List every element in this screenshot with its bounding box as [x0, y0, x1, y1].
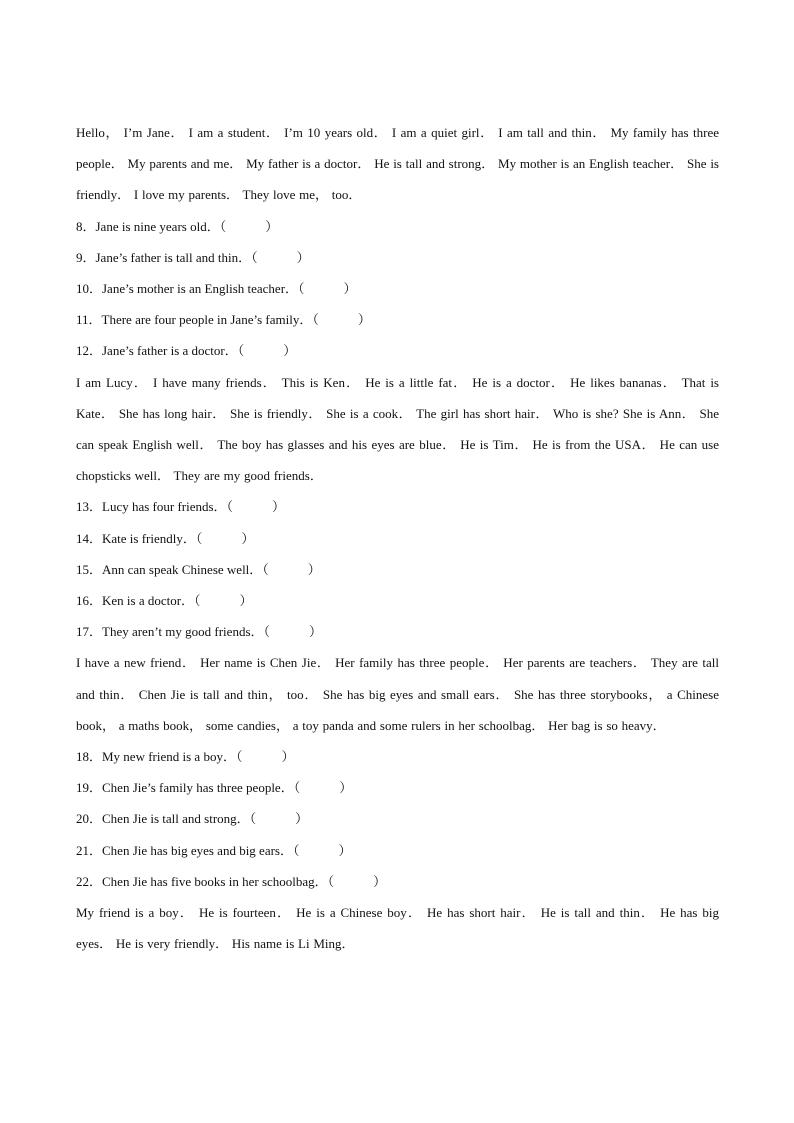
question-list-chen-jie [76, 741, 719, 897]
question-list-lucy [76, 491, 719, 647]
question-item: 22．Chen Jie has five books in her schoolbag．（ ） [76, 873, 387, 889]
question-item: 16．Ken is a doctor．（ ） [76, 593, 253, 609]
question-item: 12．Jane’s father is a doctor．（ ） [76, 343, 297, 359]
question-item: 8．Jane is nine years old．（ ） [76, 218, 279, 234]
question-list-jane [76, 211, 719, 367]
question-item: 11．There are four people in Jane’s family．（ ） [76, 312, 371, 328]
reading-passage-lucy: I am Lucy． I have many friends． This is Ken． He is a little fat． He is a doctor． He likes bananas． That is Kate． She has long hair． She is friendly． She is a cook． The girl has short hair． Who is she? She is Ann． She can speak English well． The boy has glasses and his eyes are blue． He is Tim． He is from the USA． He can use chopsticks well． They are my good friends． [76, 374, 719, 484]
question-item: 21．Chen Jie has big eyes and big ears．（ ） [76, 842, 352, 858]
worksheet-page [76, 117, 719, 959]
question-item: 20．Chen Jie is tall and strong．（ ） [76, 811, 309, 827]
question-item: 10．Jane’s mother is an English teacher．（ ） [76, 281, 357, 297]
question-item: 9．Jane’s father is tall and thin．（ ） [76, 249, 310, 265]
question-item: 17．They aren’t my good friends．（ ） [76, 624, 322, 640]
question-item: 14．Kate is friendly．（ ） [76, 530, 255, 546]
reading-passage-li-ming: My friend is a boy． He is fourteen． He is a Chinese boy． He has short hair． He is tall and thin． He has big eyes． He is very friendly． His name is Li Ming． [76, 905, 719, 952]
question-item: 18．My new friend is a boy．（ ） [76, 749, 295, 765]
question-item: 13．Lucy has four friends．（ ） [76, 499, 286, 515]
reading-passage-chen-jie: I have a new friend． Her name is Chen Jie． Her family has three people． Her parents are teachers． They are tall and thin． Chen Jie is tall and thin， too． She has big eyes and small ears． She has three storybooks， a Chinese book， a maths book， some candies， a toy panda and some rulers in her schoolbag． Her bag is so heavy． [76, 655, 719, 733]
question-item: 15．Ann can speak Chinese well．（ ） [76, 561, 321, 577]
question-item: 19．Chen Jie’s family has three people．（ ） [76, 780, 353, 796]
reading-passage-jane: Hello， I’m Jane． I am a student． I’m 10 years old． I am a quiet girl． I am tall and thin． My family has three people． My parents and me． My father is a doctor． He is tall and strong． My mother is an English teacher． She is friendly． I love my parents． They love me， too． [76, 125, 719, 203]
